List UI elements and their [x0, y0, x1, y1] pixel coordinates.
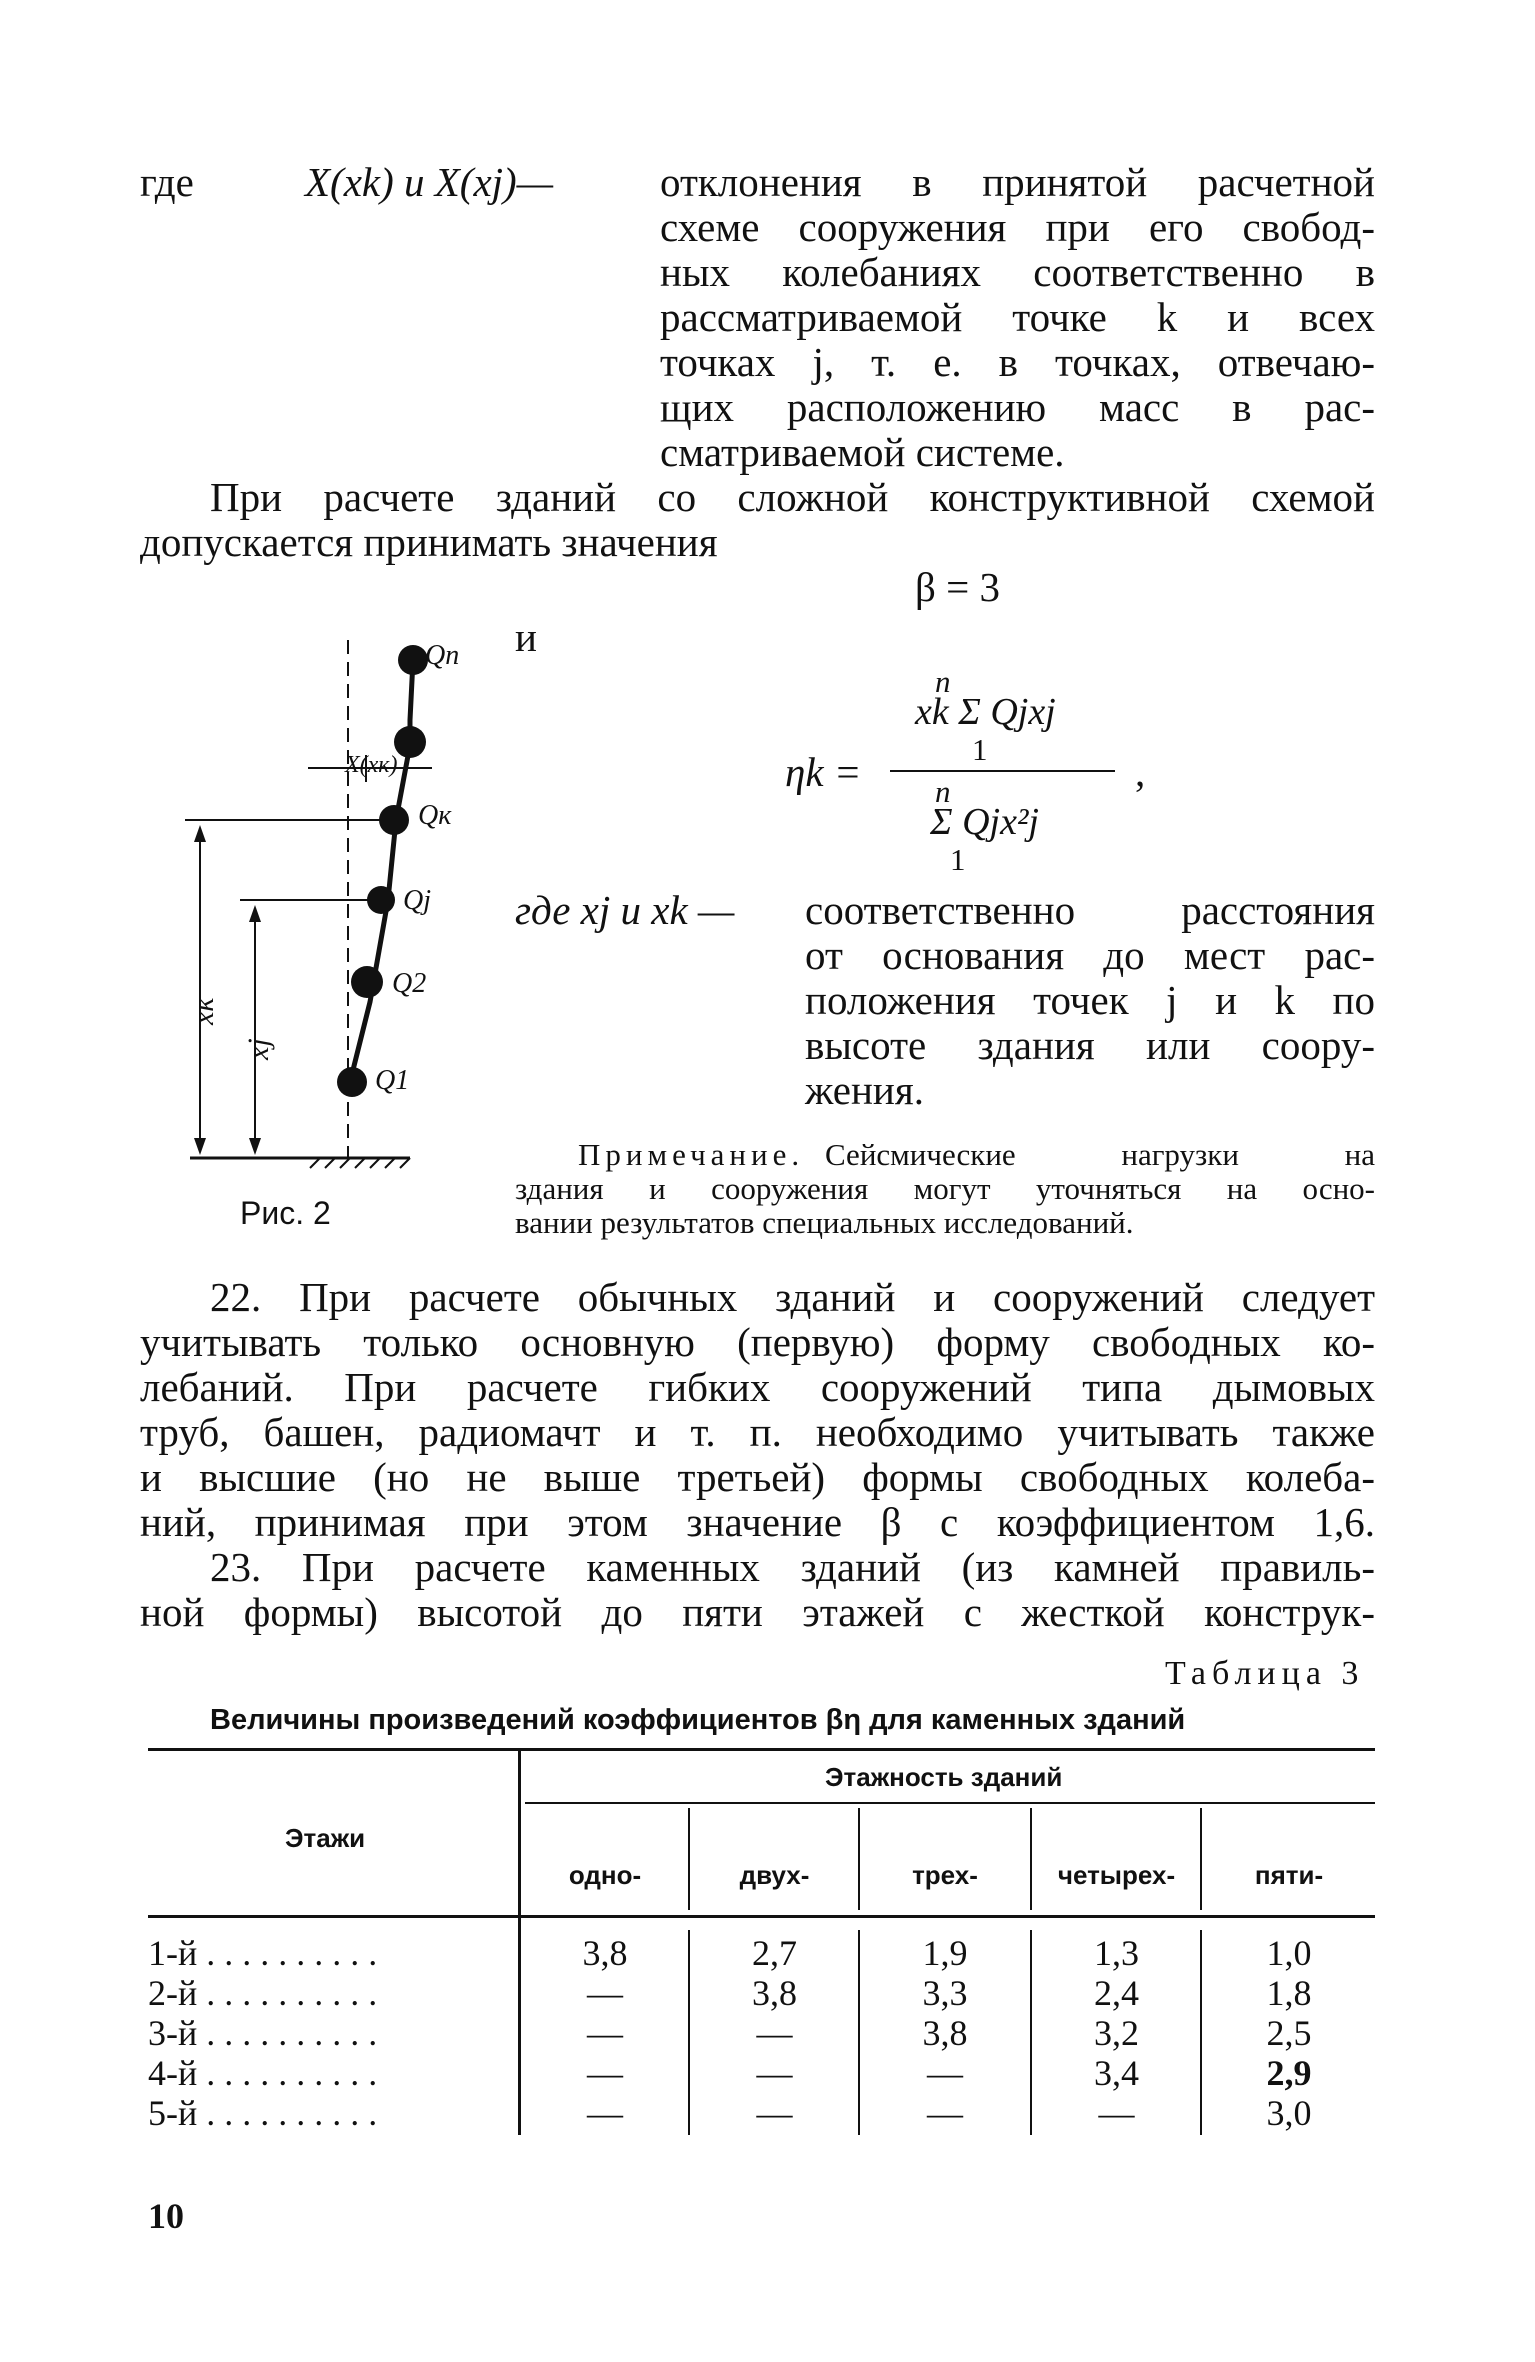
where2-line-5: жения. [805, 1067, 924, 1113]
cell-4-5: 2,9 [1266, 2053, 1312, 2093]
eta-symbol: ηk = [785, 749, 862, 795]
where2-line-3: положения точек j и k по [805, 977, 1375, 1023]
page-number: 10 [148, 2196, 184, 2236]
intro-line-5: точках j, т. е. в точках, отвечаю- [660, 339, 1375, 385]
cell-1-2: 2,7 [752, 1933, 797, 1973]
intro-line-4: рассматриваемой точке k и всех [660, 294, 1375, 340]
formula-comma: , [1135, 749, 1146, 795]
row-label-3: 3-й . . . . . . . . . . [148, 2013, 378, 2053]
cell-1-5: 1,0 [1266, 1933, 1312, 1973]
col-group-header: Этажность зданий [825, 1762, 1063, 1792]
para1-line-2: допускается принимать значения [140, 519, 718, 565]
and-word: и [515, 614, 537, 660]
xj-arrow-top [249, 905, 261, 922]
col-header-4: четырех- [1057, 1860, 1176, 1890]
label-xk: xк [187, 997, 220, 1025]
cell-5-3: — [927, 2093, 963, 2133]
intro-line-1: отклонения в принятой расчетной [660, 159, 1375, 205]
row-header: Этажи [285, 1823, 366, 1853]
para22-line-6: ний, принимая при этом значение β с коэффициентом 1,6. [140, 1499, 1375, 1545]
cell-2-3: 3,3 [922, 1973, 968, 2013]
note-label: Примечание. [578, 1137, 805, 1172]
cell-2-4: 2,4 [1094, 1973, 1139, 2013]
note-line-2: здания и сооружения могут уточняться на осно- [515, 1171, 1375, 1206]
label-q1: Q1 [375, 1065, 410, 1096]
table-top-rule [148, 1748, 1375, 1751]
denominator-top-limit: n [935, 774, 951, 809]
row-label-2: 2-й . . . . . . . . . . [148, 1973, 378, 2013]
para23-line-1: 23. При расчете каменных зданий (из камней правиль- [210, 1544, 1375, 1590]
where2-line-1: соответственно расстояния [805, 887, 1375, 933]
para22-line-1: 22. При расчете обычных зданий и сооружений следует [210, 1274, 1375, 1320]
col-header-3: трех- [912, 1860, 978, 1890]
intro-line-7: сматриваемой системе. [660, 429, 1065, 475]
cell-5-5: 3,0 [1266, 2093, 1312, 2133]
denominator-bottom-limit: 1 [950, 842, 966, 877]
where2-line-2: от основания до мест рас- [805, 932, 1375, 978]
beta-equation: β = 3 [915, 564, 1000, 610]
body-divider-3 [1030, 1930, 1032, 2135]
deflection-term: X(xk) и X(xj)— [305, 159, 554, 205]
cell-4-2: — [756, 2053, 793, 2093]
cell-5-4: — [1098, 2093, 1135, 2133]
deflection-curve [350, 660, 413, 1082]
mass-qj [367, 886, 395, 914]
cell-4-3: — [927, 2053, 963, 2093]
table-stub-divider [518, 1750, 521, 2135]
note-line-3: вании результатов специальных исследований. [515, 1205, 1134, 1240]
header-divider-2 [858, 1808, 860, 1910]
cell-2-1: — [587, 1973, 623, 2013]
cell-5-1: — [587, 2093, 623, 2133]
row-label-5: 5-й . . . . . . . . . . [148, 2093, 378, 2133]
table-number: Таблица 3 [1165, 1655, 1365, 1692]
mass-qn [398, 645, 428, 675]
cell-3-3: 3,8 [922, 2013, 968, 2053]
label-xxk: X(xк) [345, 752, 398, 778]
numerator-top-limit: n [935, 664, 951, 699]
row-label-4: 4-й . . . . . . . . . . [148, 2053, 378, 2093]
cell-3-4: 3,2 [1094, 2013, 1139, 2053]
numerator-bottom-limit: 1 [972, 732, 988, 767]
col-header-1: одно- [568, 1860, 642, 1890]
para23-line-2: ной формы) высотой до пяти этажей с жесткой конструк- [140, 1589, 1375, 1635]
mass-upper [394, 726, 426, 758]
para22-line-5: и высшие (но не выше третьей) формы свободных колеба- [140, 1454, 1375, 1500]
col-group-rule [525, 1802, 1375, 1804]
intro-line-3: ных колебаниях соответственно в [660, 249, 1375, 295]
col-header-2: двух- [739, 1860, 810, 1890]
intro-line-2: схеме сооружения при его свобод- [660, 204, 1375, 250]
para1-line-1: При расчете зданий со сложной конструктивной схемой [210, 474, 1375, 520]
row-label-1: 1-й . . . . . . . . . . [148, 1933, 378, 1973]
cell-4-4: 3,4 [1094, 2053, 1139, 2093]
cell-4-1: — [587, 2053, 623, 2093]
fraction-bar [890, 770, 1115, 772]
xk-arrow-top [194, 825, 206, 842]
cell-3-5: 2,5 [1266, 2013, 1312, 2053]
mass-q1 [337, 1067, 367, 1097]
mass-qk [379, 805, 409, 835]
mass-q2 [351, 966, 383, 998]
body-divider-1 [688, 1930, 690, 2135]
cell-1-4: 1,3 [1094, 1933, 1139, 1973]
body-divider-4 [1200, 1930, 1202, 2135]
cell-3-2: — [756, 2013, 793, 2053]
xj-arrow-bottom [249, 1138, 261, 1155]
body-divider-2 [858, 1930, 860, 2135]
figure-caption: Рис. 2 [240, 1195, 331, 1231]
denominator: Σ Qjx²j [930, 801, 1039, 843]
cell-1-3: 1,9 [922, 1933, 968, 1973]
intro-line-6: щих расположению масс в рас- [660, 384, 1375, 430]
para22-line-2: учитывать только основную (первую) форму свободных ко- [140, 1319, 1375, 1365]
para22-line-3: лебаний. При расчете гибких сооружений типа дымовых [140, 1364, 1375, 1410]
cell-2-5: 1,8 [1266, 1973, 1312, 2013]
numerator: xk Σ Qjxj [915, 691, 1056, 733]
label-qn: Qn [425, 640, 460, 671]
header-divider-1 [688, 1808, 690, 1910]
para22-line-4: труб, башен, радиомачт и т. п. необходимо учитывать также [140, 1409, 1375, 1455]
label-qj: Qj [403, 885, 431, 916]
cell-3-1: — [587, 2013, 623, 2053]
where-word: где [140, 159, 194, 205]
cell-2-2: 3,8 [752, 1973, 797, 2013]
note-line-1: Сейсмические нагрузки на [825, 1137, 1375, 1172]
xk-arrow-bottom [194, 1138, 206, 1155]
label-q2: Q2 [392, 968, 427, 999]
header-divider-4 [1200, 1808, 1202, 1910]
where2-line-4: высоте здания или соору- [805, 1022, 1375, 1068]
header-bottom-rule [148, 1915, 1375, 1918]
where2-head: где xj и xk — [515, 887, 735, 933]
cell-1-1: 3,8 [582, 1933, 628, 1973]
figure-2-diagram [170, 620, 500, 1180]
table-title: Величины произведений коэффициентов βη для каменных зданий [210, 1704, 1186, 1736]
header-divider-3 [1030, 1808, 1032, 1910]
label-xj: xj [242, 1038, 275, 1060]
label-qk: Qк [418, 800, 452, 831]
cell-5-2: — [756, 2093, 793, 2133]
col-header-5: пяти- [1254, 1860, 1324, 1890]
